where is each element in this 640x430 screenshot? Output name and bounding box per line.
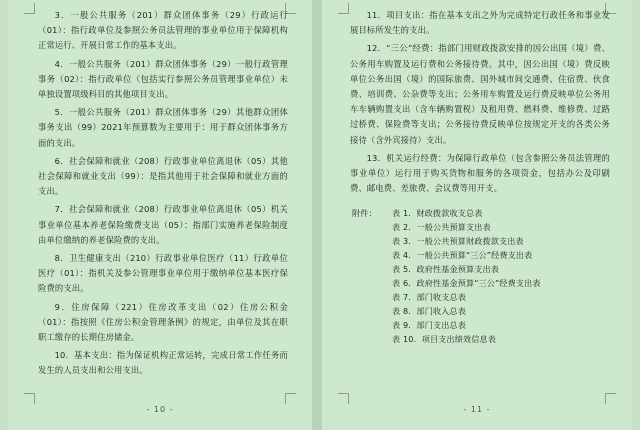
paragraph: 10．基本支出：指为保证机构正常运转，完成日常工作任务而发生的人员支出和公用支出。 xyxy=(38,350,288,376)
document-page-right xyxy=(322,0,632,430)
attachment-item: 表 3．一般公共预算财政拨款支出表 xyxy=(392,236,524,247)
page-corner-mark xyxy=(338,393,349,404)
page-gutter xyxy=(312,0,322,430)
page-body-right xyxy=(350,8,610,346)
paragraph: 12．“三公”经费：指部门用财政拨款安排的因公出国（境）费、公务用车购置及运行费和公务接待费。其中，因公出国（境）费反映单位公务出国（境）的国际旅费、国外城市间交通费、住宿费、伙食费、培训费、公杂费等支出；公务用车购置及运行费反映单位公务用车车辆购置支出（含车辆购置税）及租用费、燃料费、维修费、过路过桥费、保险费等支出；公务接待费反映单位按规定开支的各类公务接待（含外宾接待）支出。 xyxy=(350,43,610,145)
paragraph: 5．一般公共服务（201）群众团体事务（29）其他群众团体事务支出（99）2021年预算数为主要用于：用于群众团体事务方面的支出。 xyxy=(38,107,288,148)
document-page-left xyxy=(8,0,312,430)
paragraph: 8．卫生健康支出（210）行政事业单位医疗（11）行政单位医疗（01）：指机关及参公管理事业单位用于缴纳单位基本医疗保险费的支出。 xyxy=(38,253,288,294)
attachments-list xyxy=(392,206,610,346)
page-corner-mark xyxy=(24,393,35,404)
attachment-item: 表 9．部门支出总表 xyxy=(392,320,466,331)
page-number: - 11 - xyxy=(463,405,491,414)
attachment-item: 表 1．财政拨款收支总表 xyxy=(392,208,483,219)
attachment-item: 表 4．一般公共预算“三公”经费支出表 xyxy=(392,250,533,261)
attachment-item: 表 8．部门收入总表 xyxy=(392,306,466,317)
paragraph: 4．一般公共服务（201）群众团体事务（29）一般行政管理事务（02）：指行政单位（包括实行参照公务员管理事业单位）未单独设置项级科目的其他项目支出。 xyxy=(38,58,288,100)
attachment-item: 表 10．项目支出绩效信息表 xyxy=(392,334,497,345)
attachment-item: 表 7．部门收支总表 xyxy=(392,292,466,303)
paragraph: 9．住房保障（221）住房改革支出（02）住房公积金（01）：指按照《住房公积金管理条例》的规定，由单位及其在职职工缴存的长期住房储金。 xyxy=(38,301,288,343)
page-number: - 10 - xyxy=(146,405,174,414)
page-corner-mark xyxy=(605,393,616,404)
attachments-section xyxy=(350,206,610,346)
paragraph: 11．项目支出：指在基本支出之外为完成特定行政任务和事业发展目标所发生的支出。 xyxy=(350,10,610,36)
paragraph: 6．社会保障和就业（208）行政事业单位离退休（05）其他社会保障和就业支出（99）：是指其他用于社会保障和就业方面的支出。 xyxy=(38,155,288,197)
attachment-item: 表 2．一般公共预算支出表 xyxy=(392,222,491,233)
attachment-item: 表 6．政府性基金预算“三公”经费支出表 xyxy=(392,278,541,289)
page-corner-mark xyxy=(24,3,35,14)
attachment-item: 表 5．政府性基金预算支出表 xyxy=(392,264,499,275)
page-corner-mark xyxy=(285,393,296,404)
attachments-label: 附件： xyxy=(352,208,377,219)
page-corner-mark xyxy=(338,3,349,14)
paragraph: 7．社会保障和就业（208）行政事业单位离退休（05）机关事业单位基本养老保险缴费支出（05）：指部门实施养老保险制度由单位缴纳的养老保险费的支出。 xyxy=(38,204,288,245)
paragraph: 13．机关运行经费：为保障行政单位（包含参照公务员法管理的事业单位）运行用于购买货物和服务的各项资金，包括办公及印刷费、邮电费、差旅费、会议费等用开支。 xyxy=(350,152,610,194)
page-body-left xyxy=(38,8,288,382)
paragraph: 3．一般公共服务（201）群众团体事务（29）行政运行（01）：指行政单位及参照公务员法管理的事业单位用于保障机构正常运行、开展日常工作的基本支出。 xyxy=(38,10,288,51)
